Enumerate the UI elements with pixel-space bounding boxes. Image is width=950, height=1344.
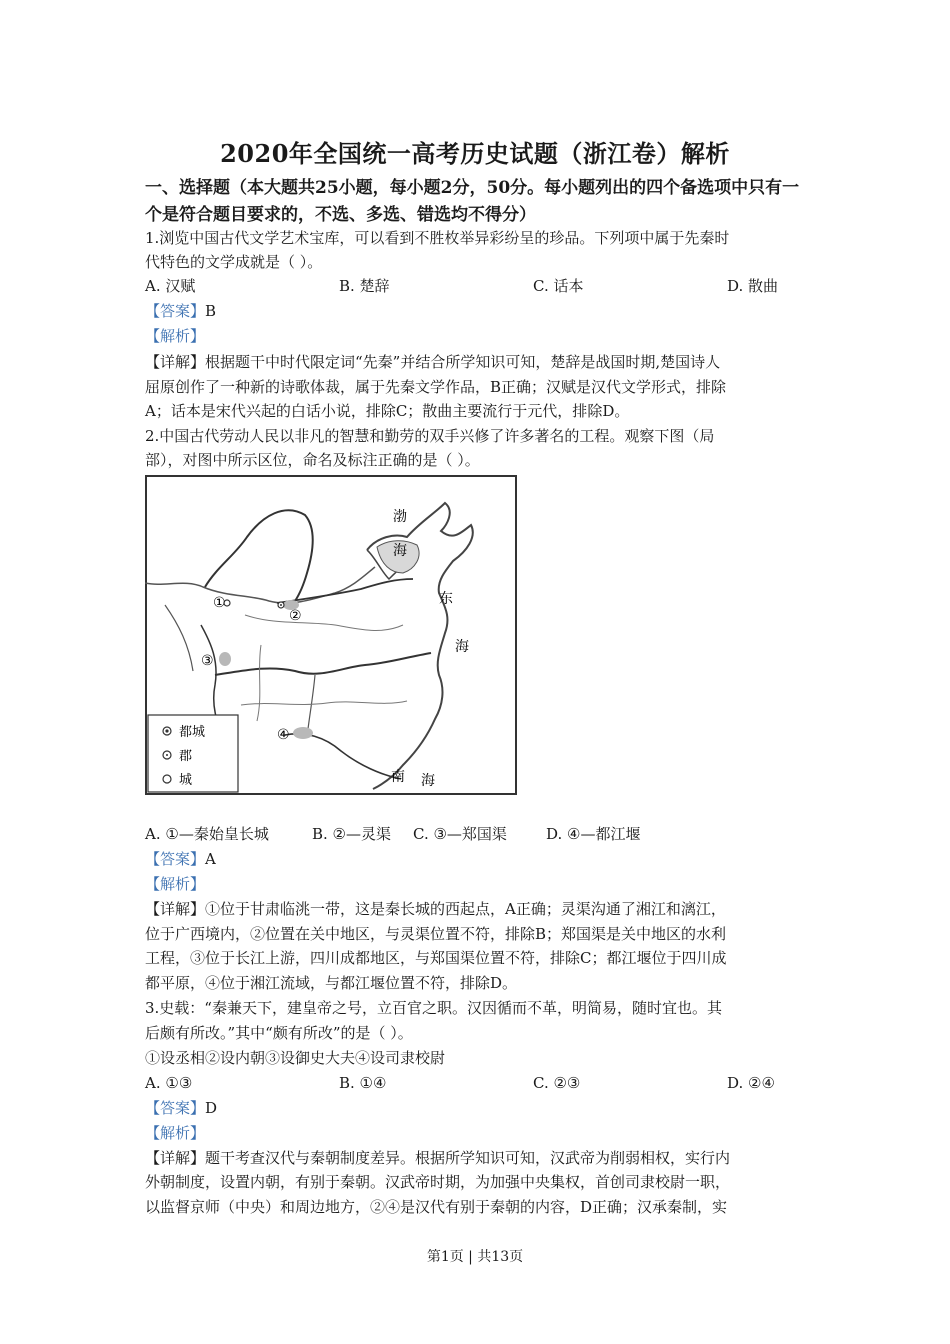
legend-capital: 都城 <box>179 725 206 740</box>
q1-stem-line-2: 代特色的文学成就是（ ）。 <box>145 253 323 271</box>
answer-value: A <box>205 850 216 868</box>
page-footer: 第1页 | 共13页 <box>426 1249 524 1265</box>
q1-detail-line-1: 【详解】根据题干中时代限定词“先秦”并结合所学知识可知，楚辞是战国时期,楚国诗人 <box>145 353 721 371</box>
section-heading: 一、选择题（本大题共25小题，每小题2分，50分。每小题列出的四个备选项中只有一个是符合题目要求的，不选、多选、错选均不得分） <box>145 178 800 225</box>
q2-stem-line-2: 部），对图中所示区位，命名及标注正确的是（ ）。 <box>145 451 480 469</box>
q2-analysis-tag: 【解析】 <box>145 875 206 893</box>
q1-answer <box>145 301 815 321</box>
label-dong: 东 <box>439 591 453 607</box>
q3-answer <box>145 1098 815 1118</box>
q1-option-b: B. 楚辞 <box>339 277 390 295</box>
q3-option-d: D. ②④ <box>727 1074 775 1092</box>
q3-stem-line-3: ①设丞相②设内朝③设御史大夫④设司隶校尉 <box>145 1049 446 1067</box>
qin-map-figure <box>145 475 517 795</box>
q3-analysis-tag: 【解析】 <box>145 1124 206 1142</box>
legend-city: 城 <box>179 773 193 788</box>
q3-stem-line-1: 3.史载：“秦兼天下，建皇帝之号，立百官之职。汉因循而不革，明简易，随时宜也。其 <box>145 999 722 1017</box>
q3-option-b: B. ①④ <box>339 1074 387 1092</box>
legend-commandery: 郡 <box>179 749 193 764</box>
q2-option-a: A. ①—秦始皇长城 <box>145 825 269 843</box>
label-hai-1: 海 <box>393 543 407 559</box>
q2-option-c: C. ③—郑国渠 <box>413 825 507 843</box>
q3-detail-line-2: 外朝制度，设置内朝，有别于秦朝。汉武帝时期，为加强中央集权，首创司隶校尉一职， <box>145 1173 731 1191</box>
marker-4: ④ <box>277 727 290 743</box>
label-hai-3: 海 <box>421 773 435 789</box>
q2-answer <box>145 849 815 869</box>
q2-detail-line-4: 都平原，④位于湘江流域，与都江堰位置不符，排除D。 <box>145 974 518 992</box>
q1-options <box>145 276 815 296</box>
label-nan: 南 <box>391 769 405 785</box>
q1-analysis-tag: 【解析】 <box>145 327 206 345</box>
page-title: 2020年全国统一高考历史试题（浙江卷）解析 <box>220 139 730 168</box>
q3-option-a: A. ①③ <box>145 1074 193 1092</box>
answer-tag: 【答案】 <box>145 850 206 868</box>
q3-detail-line-3: 以监督京师（中央）和周边地方，②④是汉代有别于秦朝的内容，D正确；汉承秦制，实 <box>145 1198 728 1216</box>
q3-detail-line-1: 【详解】题干考查汉代与秦朝制度差异。根据所学知识可知，汉武帝为削弱相权，实行内 <box>145 1149 731 1167</box>
q2-detail-line-3: 工程，③位于长江上游，四川成都地区，与郑国渠位置不符，排除C；都江堰位于四川成 <box>145 949 727 967</box>
answer-tag: 【答案】 <box>145 302 206 320</box>
q1-option-a: A. 汉赋 <box>145 277 196 295</box>
q2-detail-line-1: 【详解】①位于甘肃临洮一带，这是秦长城的西起点，A正确；灵渠沟通了湘江和漓江， <box>145 900 726 918</box>
label-bo: 渤 <box>393 509 407 525</box>
q1-stem-line-1: 1.浏览中国古代文学艺术宝库，可以看到不胜枚举异彩纷呈的珍品。下列项中属于先秦时 <box>145 229 730 247</box>
answer-value: B <box>205 302 217 320</box>
q2-detail-line-2: 位于广西境内，②位置在关中地区，与灵渠位置不符，排除B；郑国渠是关中地区的水利 <box>145 925 727 943</box>
q2-option-d: D. ④—都江堰 <box>546 825 641 843</box>
q3-options <box>145 1073 815 1093</box>
q3-option-c: C. ②③ <box>533 1074 581 1092</box>
q3-stem-line-2: 后颇有所改。”其中“颇有所改”的是（ ）。 <box>145 1024 413 1042</box>
label-hai-2: 海 <box>455 639 469 655</box>
q1-detail-line-3: A；话本是宋代兴起的白话小说，排除C；散曲主要流行于元代，排除D。 <box>145 402 630 420</box>
q2-option-b: B. ②—灵渠 <box>312 825 392 843</box>
marker-1: ① <box>213 595 226 611</box>
q1-option-c: C. 话本 <box>533 277 584 295</box>
answer-tag: 【答案】 <box>145 1099 206 1117</box>
answer-value: D <box>205 1099 218 1117</box>
q2-options <box>145 824 815 844</box>
marker-2: ② <box>289 608 302 624</box>
q1-option-d: D. 散曲 <box>727 277 779 295</box>
q1-detail-line-2: 屈原创作了一种新的诗歌体裁，属于先秦文学作品，B正确；汉赋是汉代文学形式，排除 <box>145 378 727 396</box>
marker-3: ③ <box>201 653 214 669</box>
q2-stem-line-1: 2.中国古代劳动人民以非凡的智慧和勤劳的双手兴修了许多著名的工程。观察下图（局 <box>145 427 715 445</box>
